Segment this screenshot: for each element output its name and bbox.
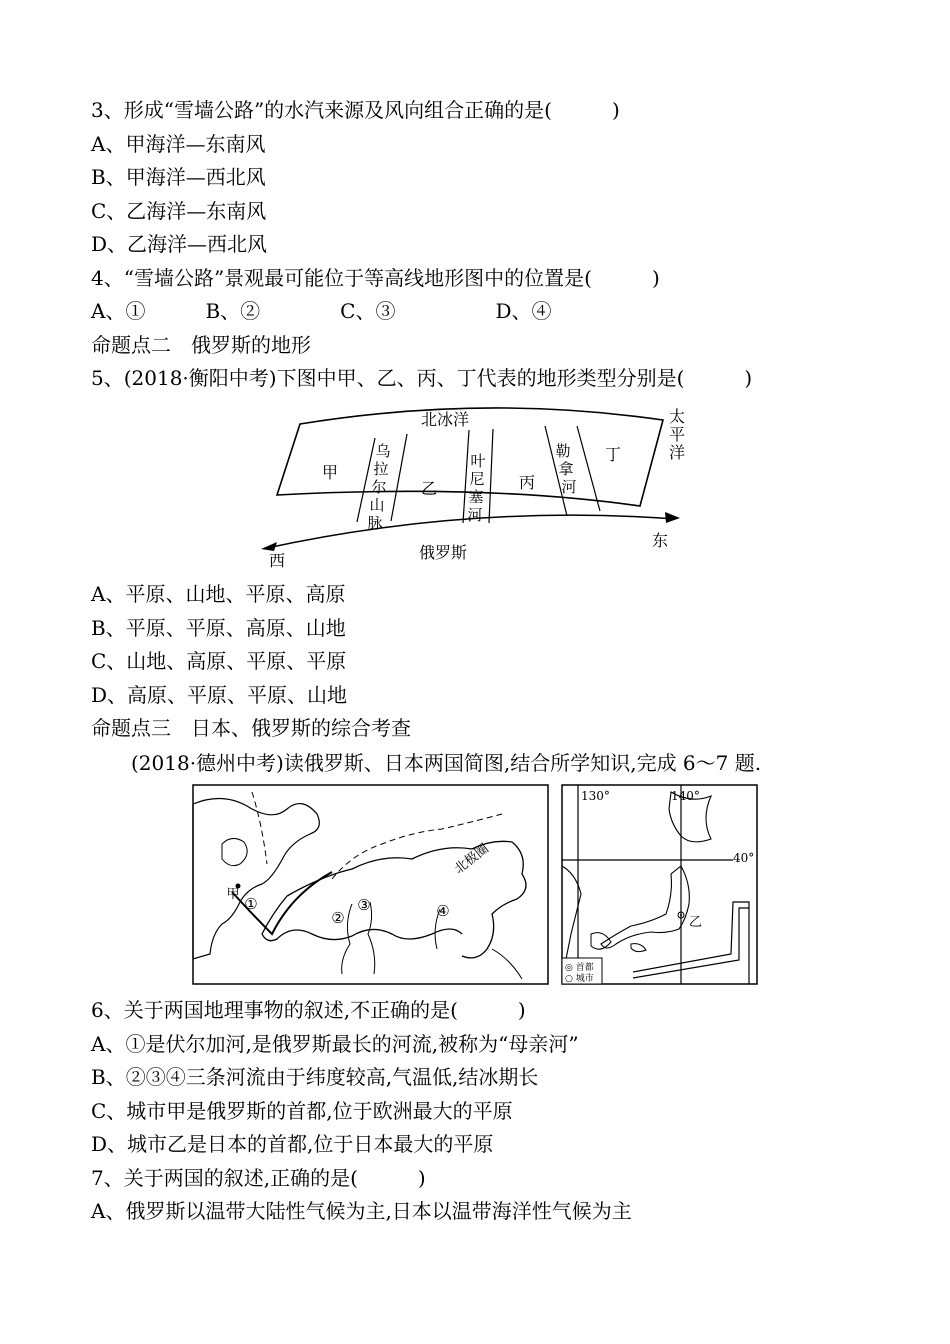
label-ural-5: 脉	[367, 514, 383, 532]
q3-option-c: C、乙海洋—东南风	[91, 199, 267, 223]
label-east: 东	[651, 531, 669, 550]
q3-stem: 3、形成“雪墙公路”的水汽来源及风向组合正确的是( )	[91, 98, 620, 122]
label-lat-40: 40°	[733, 851, 755, 865]
label-lon-130: 130°	[581, 789, 610, 803]
q5-stem: 5、(2018·衡阳中考)下图中甲、乙、丙、丁代表的地形类型分别是( )	[91, 366, 753, 390]
legend-capital: ◎ 首都	[565, 963, 594, 973]
label-pacific-3: 洋	[668, 443, 686, 462]
q6-option-c: C、城市甲是俄罗斯的首都,位于欧洲最大的平原	[91, 1099, 513, 1123]
label-lena-1: 勒	[555, 442, 571, 460]
label-ural-1: 乌	[375, 442, 391, 460]
label-yenisei-2: 尼	[469, 470, 485, 488]
q3-option-b: B、甲海洋—西北风	[91, 165, 266, 189]
label-russia: 俄罗斯	[418, 543, 468, 562]
label-river-4: ④	[436, 902, 450, 920]
russia-terrain-diagram	[255, 398, 695, 574]
q4-options: A、① B、② C、③ D、④	[91, 299, 552, 323]
russia-map	[192, 784, 549, 985]
label-bing-region: 丙	[518, 473, 536, 492]
label-river-2: ②	[331, 909, 345, 927]
label-west: 西	[268, 551, 286, 570]
legend-city: ○ 城市	[565, 974, 594, 984]
q5-option-b: B、平原、平原、高原、山地	[91, 616, 346, 640]
label-ural-4: 山	[369, 496, 385, 514]
q3-option-a: A、甲海洋—东南风	[91, 132, 266, 156]
label-lena-2: 拿	[558, 460, 574, 478]
q6-option-d: D、城市乙是日本的首都,位于日本最大的平原	[91, 1132, 494, 1156]
label-yenisei-4: 河	[467, 506, 483, 524]
label-yenisei-3: 塞	[468, 488, 484, 506]
label-arctic-ocean: 北冰洋	[420, 410, 470, 429]
q5-option-d: D、高原、平原、平原、山地	[91, 683, 348, 707]
label-city-jia: 甲	[226, 887, 240, 902]
label-yenisei-1: 叶	[470, 452, 486, 470]
label-jia-region: 甲	[321, 463, 339, 482]
label-river-1: ①	[244, 895, 258, 913]
q5-option-c: C、山地、高原、平原、平原	[91, 649, 347, 673]
label-arctic-circle: 北极圈	[451, 841, 492, 878]
label-yi-region: 乙	[420, 479, 438, 498]
label-lon-140: 140°	[671, 789, 700, 803]
label-city-yi: 乙	[689, 915, 703, 930]
label-ural-2: 拉	[373, 460, 389, 478]
label-ding-region: 丁	[604, 445, 622, 464]
label-pacific-2: 平	[668, 425, 686, 444]
q7-stem: 7、关于两国的叙述,正确的是( )	[91, 1166, 426, 1190]
q6-option-b: B、②③④三条河流由于纬度较高,气温低,结冰期长	[91, 1065, 539, 1089]
japan-map	[561, 784, 758, 985]
label-pacific-1: 太	[668, 407, 686, 426]
q6-7-intro: (2018·德州中考)读俄罗斯、日本两国简图,结合所学知识,完成 6～7 题.	[131, 751, 762, 775]
section-2-heading: 命题点二 俄罗斯的地形	[91, 333, 311, 357]
section-3-heading: 命题点三 日本、俄罗斯的综合考查	[91, 716, 411, 740]
label-ural-3: 尔	[371, 478, 387, 496]
q7-option-a: A、俄罗斯以温带大陆性气候为主,日本以温带海洋性气候为主	[91, 1199, 632, 1223]
q6-stem: 6、关于两国地理事物的叙述,不正确的是( )	[91, 998, 526, 1022]
q3-option-d: D、乙海洋—西北风	[91, 232, 268, 256]
q4-stem: 4、“雪墙公路”景观最可能位于等高线地形图中的位置是( )	[91, 266, 660, 290]
q6-option-a: A、①是伏尔加河,是俄罗斯最长的河流,被称为“母亲河”	[91, 1032, 579, 1056]
label-river-3: ③	[357, 896, 371, 914]
q5-option-a: A、平原、山地、平原、高原	[91, 582, 346, 606]
label-lena-3: 河	[561, 478, 577, 496]
